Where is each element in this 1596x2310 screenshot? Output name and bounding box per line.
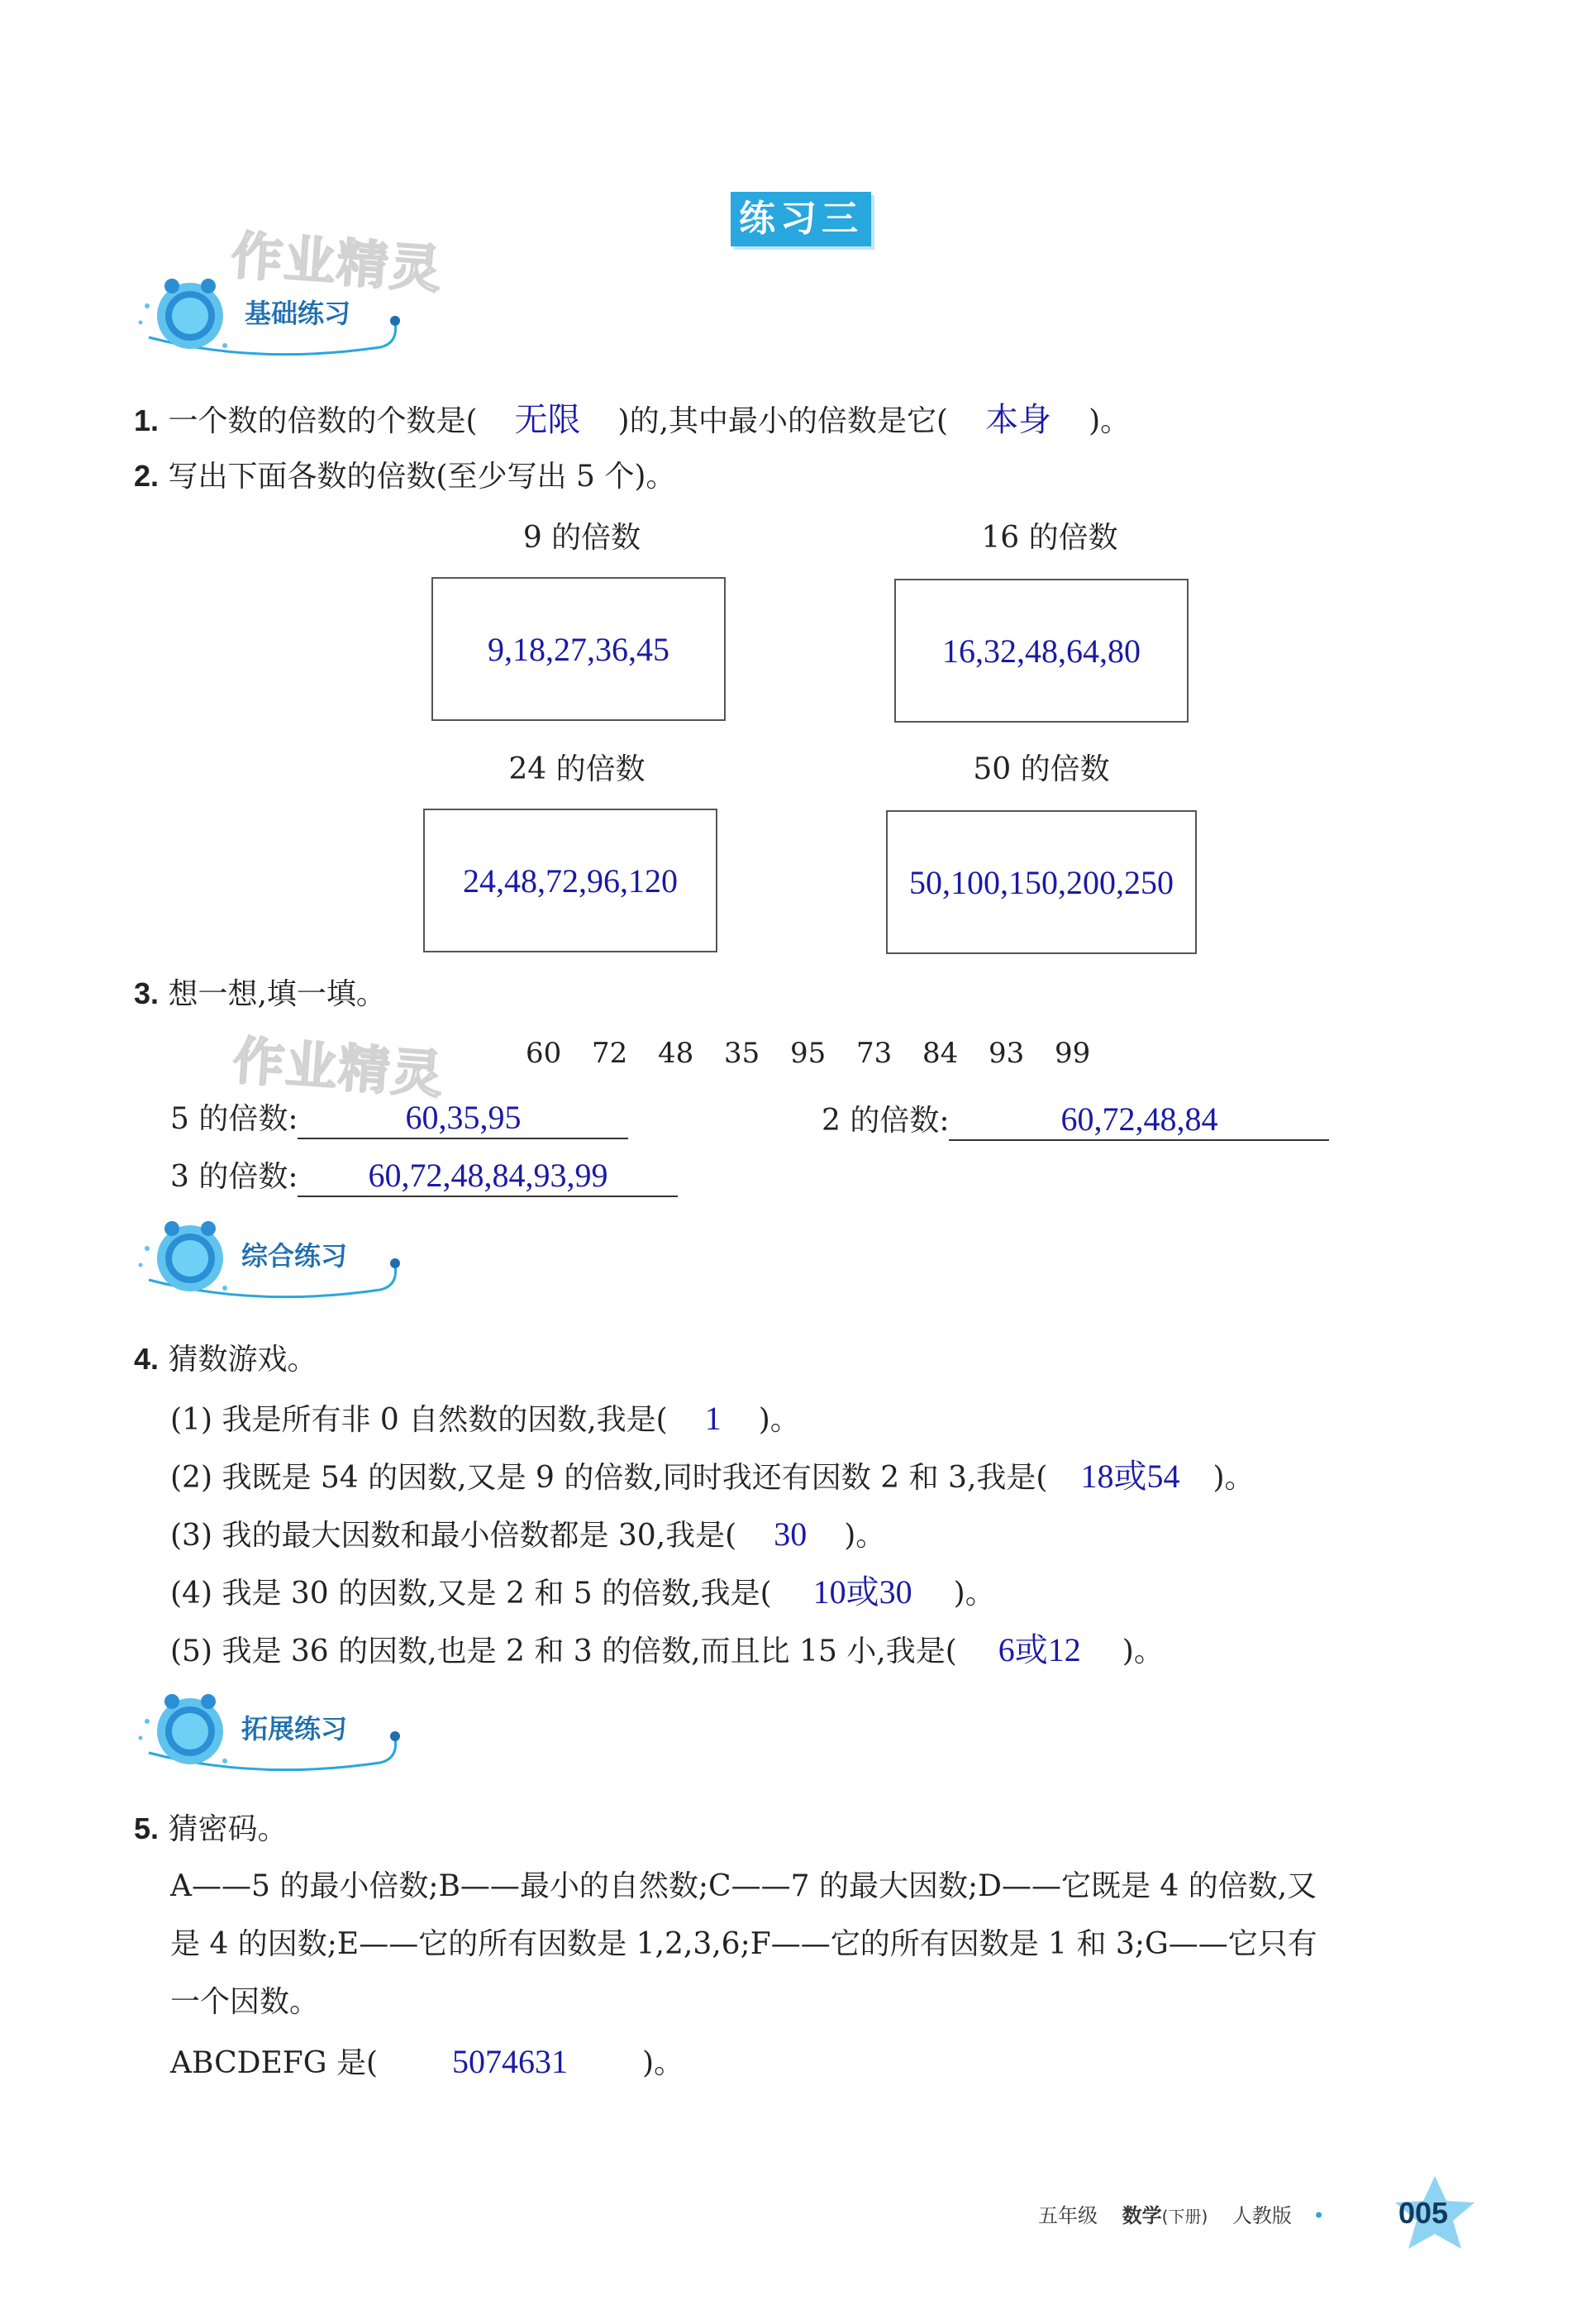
box-label: 16 的倍数: [981, 521, 1118, 555]
footer-volume: (下册): [1161, 2207, 1208, 2226]
sub-question-text: (1) 我是所有非 0 自然数的因数,我是(: [170, 1403, 668, 1437]
number-item: 95: [790, 1037, 827, 1070]
sub-answer: 1: [704, 1400, 722, 1437]
footer-dot: •: [1313, 2204, 1325, 2227]
sub-question: [170, 1457, 1255, 1496]
answer-1a: 无限: [514, 401, 581, 438]
box-answer: 24,48,72,96,120: [463, 861, 678, 900]
fill-answer: 60,72,48,84: [949, 1100, 1329, 1141]
question-number: 1.: [134, 403, 160, 437]
question-5: [134, 1811, 288, 1847]
sub-question-text: )。: [844, 1519, 886, 1553]
question-number: 2.: [134, 459, 160, 493]
number-item: 93: [989, 1037, 1025, 1070]
section-badge-extended: [132, 1688, 405, 1779]
question-text: )的,其中最小的倍数是它(: [617, 404, 949, 438]
question-number: 4.: [134, 1342, 160, 1376]
multiples-box: [894, 579, 1189, 723]
sub-question-text: (3) 我的最大因数和最小倍数都是 30,我是(: [170, 1519, 737, 1553]
sub-question-text: )。: [1122, 1635, 1164, 1668]
section-label: 综合练习: [241, 1240, 348, 1272]
number-item: 73: [856, 1037, 893, 1070]
question-text: )。: [1089, 404, 1131, 438]
watermark: 作业精灵: [231, 1030, 446, 1105]
sub-question-text: )。: [953, 1577, 995, 1611]
number-item: 60: [526, 1037, 562, 1070]
fill-row-5: [170, 1098, 628, 1139]
question-2: [134, 458, 675, 494]
question-5-answer-row: [170, 2042, 684, 2082]
sub-answer: 18或54: [1080, 1458, 1180, 1495]
number-item: 35: [724, 1037, 760, 1070]
question-5-line: 是 4 的因数;E——它的所有因数是 1,2,3,6;F——它的所有因数是 1 和 3;G——它只有: [170, 1927, 1317, 1961]
footer-meta: [1038, 2199, 1325, 2228]
question-1: [134, 400, 1130, 440]
question-5-line: 一个因数。: [170, 1985, 320, 2019]
sub-question-text: )。: [758, 1403, 800, 1437]
sub-answer: 6或12: [998, 1631, 1081, 1668]
section-label: 拓展练习: [241, 1713, 348, 1744]
question-text: 猜密码。: [168, 1812, 288, 1846]
sub-question: [170, 1399, 800, 1439]
sub-question-text: )。: [1212, 1461, 1255, 1495]
sub-answer: 30: [774, 1515, 808, 1553]
sub-question-text: (2) 我既是 54 的因数,又是 9 的倍数,同时我还有因数 2 和 3,我是(: [170, 1461, 1048, 1495]
page-number: 005: [1398, 2196, 1449, 2230]
number-item: 84: [922, 1037, 959, 1070]
section-badge-basic: [132, 273, 405, 364]
fill-row-3: [170, 1156, 678, 1197]
multiples-box: [886, 810, 1197, 954]
question-text: 想一想,填一填。: [168, 977, 386, 1011]
footer-grade: 五年级: [1038, 2204, 1098, 2227]
question-text: )。: [642, 2046, 684, 2080]
fill-row-2: [822, 1100, 1329, 1141]
watermark: 作业精灵: [229, 225, 445, 300]
sub-question-text: (5) 我是 36 的因数,也是 2 和 3 的倍数,而且比 15 小,我是(: [170, 1635, 957, 1668]
box-answer: 9,18,27,36,45: [488, 630, 669, 668]
question-5-line: A——5 的最小倍数;B——最小的自然数;C——7 的最大因数;D——它既是 4 的倍数,又: [170, 1869, 1317, 1903]
question-number: 3.: [134, 976, 160, 1010]
fill-label: 5 的倍数:: [170, 1102, 298, 1136]
multiples-box: [431, 577, 726, 721]
question-text: 一个数的倍数的个数是(: [168, 404, 478, 438]
question-text: 猜数游戏。: [168, 1343, 317, 1377]
number-list: [526, 1037, 1112, 1071]
section-label: 基础练习: [245, 298, 351, 329]
box-answer: 16,32,48,64,80: [942, 632, 1141, 670]
number-item: 48: [658, 1037, 694, 1070]
sub-question: [170, 1630, 1164, 1670]
answer-1b: 本身: [985, 401, 1052, 438]
fill-answer: 60,72,48,84,93,99: [298, 1156, 678, 1197]
page-title: 练习三: [731, 192, 871, 246]
fill-answer: 60,35,95: [298, 1098, 628, 1139]
number-item: 72: [592, 1037, 628, 1070]
page-number-badge: [1385, 2171, 1484, 2254]
box-label: 24 的倍数: [508, 752, 646, 786]
box-answer: 50,100,150,200,250: [909, 863, 1174, 901]
footer-edition: 人教版: [1232, 2204, 1292, 2227]
question-number: 5.: [134, 1811, 160, 1845]
section-badge-integrated: [132, 1215, 405, 1306]
sub-question-text: (4) 我是 30 的因数,又是 2 和 5 的倍数,我是(: [170, 1577, 772, 1611]
footer-subject: 数学: [1122, 2204, 1162, 2227]
question-4: [134, 1341, 317, 1377]
sub-answer: 10或30: [812, 1573, 912, 1611]
question-text: 写出下面各数的倍数(至少写出 5 个)。: [168, 460, 676, 494]
sub-question: [170, 1573, 995, 1612]
sub-question: [170, 1515, 885, 1554]
question-3: [134, 976, 386, 1012]
question-text: ABCDEFG 是(: [170, 2046, 379, 2080]
box-label: 9 的倍数: [522, 521, 641, 555]
number-item: 99: [1055, 1037, 1091, 1070]
password-answer: 5074631: [452, 2043, 569, 2080]
fill-label: 2 的倍数:: [822, 1104, 950, 1138]
multiples-box: [423, 809, 717, 952]
fill-label: 3 的倍数:: [170, 1160, 298, 1194]
box-label: 50 的倍数: [973, 752, 1110, 786]
